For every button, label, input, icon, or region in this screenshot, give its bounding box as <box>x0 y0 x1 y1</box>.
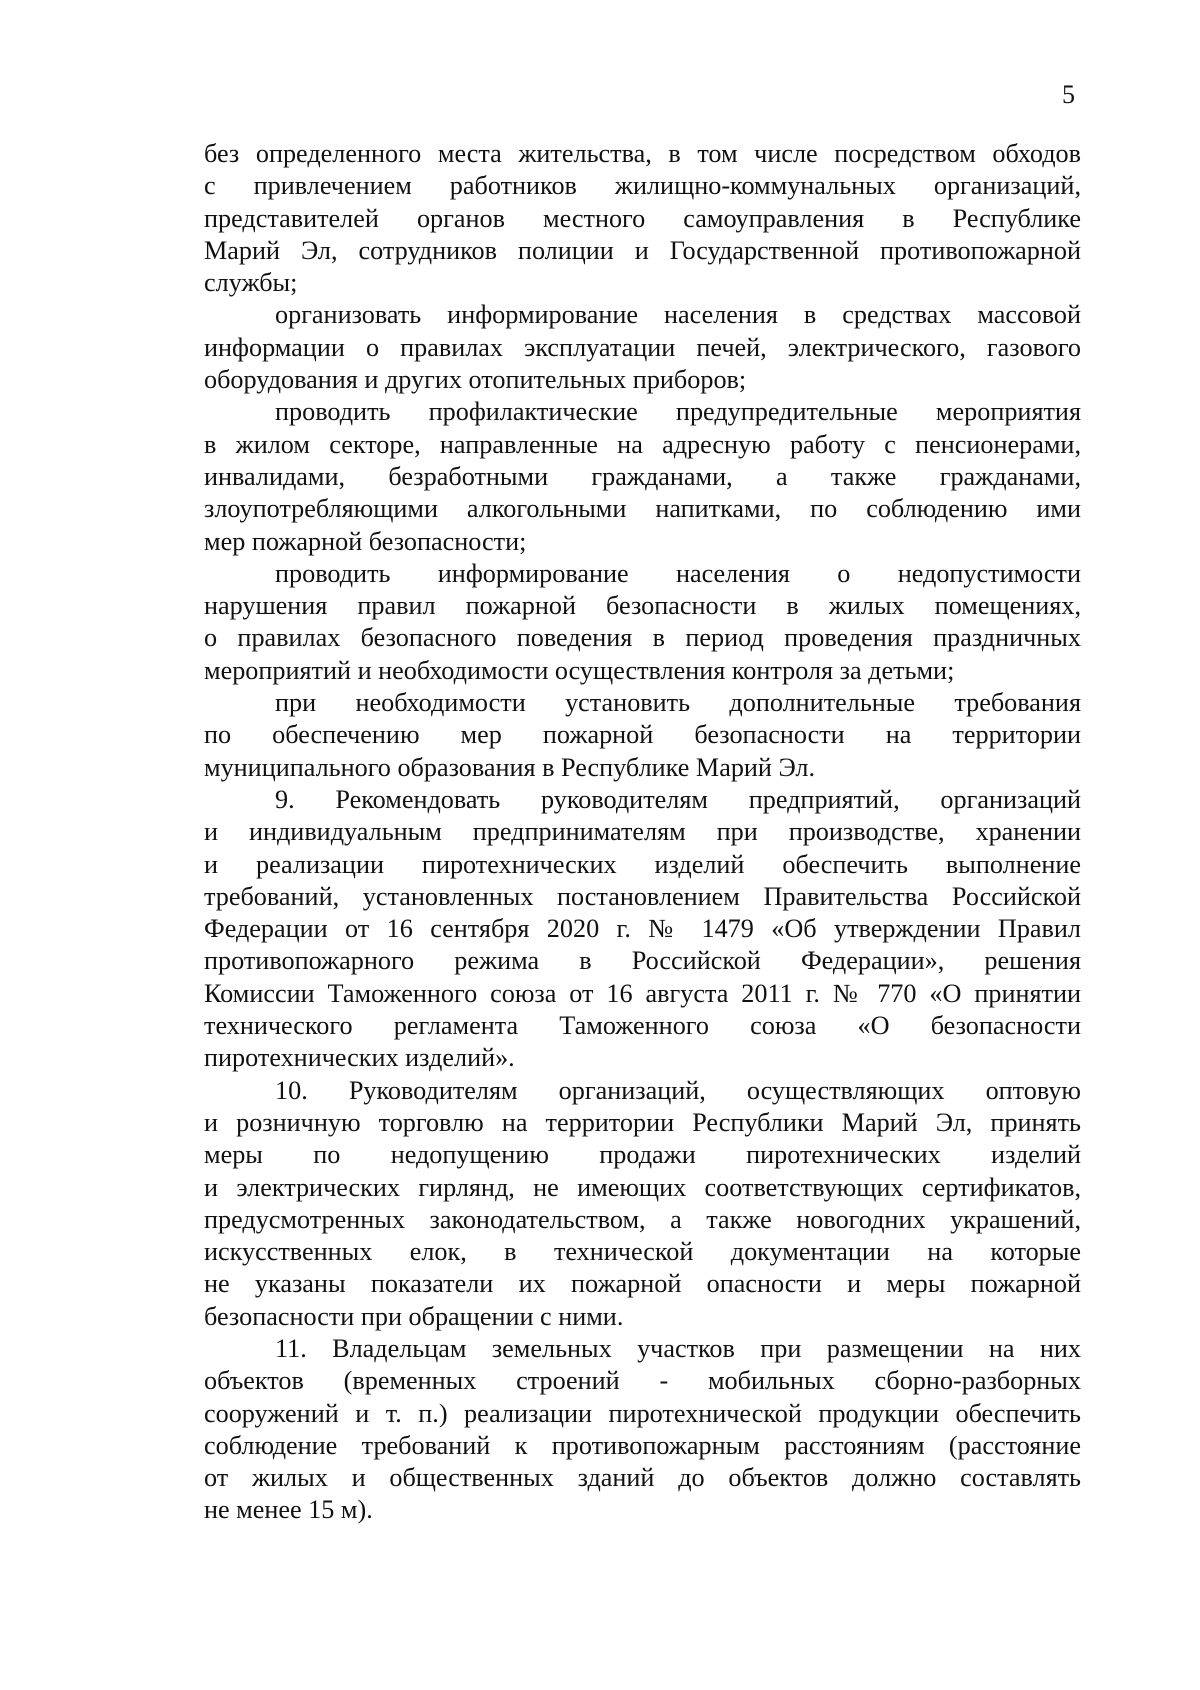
text-line: 11. Владельцам земельных участков при размещении на них <box>275 1333 1081 1363</box>
paragraph <box>204 687 1081 784</box>
text-line: требований, установленных постановлением Правительства Российской <box>204 881 1081 911</box>
text-line: 10. Руководителям организаций, осуществляющих оптовую <box>275 1075 1081 1105</box>
text-line: службы; <box>204 268 298 298</box>
text-line: при необходимости установить дополнительные требования <box>275 688 1081 718</box>
text-line: информации о правилах эксплуатации печей, электрического, газового <box>204 332 1081 362</box>
text-line: с привлечением работников жилищно-коммунальных организаций, <box>204 171 1081 201</box>
text-line: не менее 15 м). <box>204 1495 373 1525</box>
text-line: мер пожарной безопасности; <box>204 526 527 556</box>
text-line: нарушения правил пожарной безопасности в жилых помещениях, <box>204 591 1081 621</box>
text-line: и розничную торговлю на территории Республики Марий Эл, принять <box>204 1107 1081 1137</box>
paragraph <box>204 1333 1081 1527</box>
text-line: пиротехнических изделий». <box>204 1043 515 1073</box>
text-line: меры по недопущению продажи пиротехнических изделий <box>204 1140 1081 1170</box>
text-line: соблюдение требований к противопожарным расстояниям (расстояние <box>204 1430 1081 1460</box>
text-line: Марий Эл, сотрудников полиции и Государственной противопожарной <box>204 235 1081 265</box>
text-line: организовать информирование населения в средствах массовой <box>275 300 1081 330</box>
paragraph <box>204 299 1081 396</box>
paragraph <box>204 1075 1081 1333</box>
text-line: и реализации пиротехнических изделий обеспечить выполнение <box>204 849 1081 879</box>
text-line: предусмотренных законодательством, а также новогодних украшений, <box>204 1204 1081 1234</box>
text-line: искусственных елок, в технической документации на которые <box>204 1237 1081 1267</box>
paragraph <box>204 396 1081 557</box>
paragraph <box>204 558 1081 687</box>
text-line: технического регламента Таможенного союза «О безопасности <box>204 1011 1081 1041</box>
text-line: и индивидуальным предпринимателям при производстве, хранении <box>204 817 1081 847</box>
text-line: о правилах безопасного поведения в период проведения праздничных <box>204 623 1081 653</box>
text-line: и электрических гирлянд, не имеющих соответствующих сертификатов, <box>204 1172 1081 1202</box>
text-line: объектов (временных строений - мобильных сборно-разборных <box>204 1366 1081 1396</box>
text-line: злоупотребляющими алкогольными напитками, по соблюдению ими <box>204 494 1081 524</box>
text-line: Комиссии Таможенного союза от 16 августа 2011 г. № 770 «О принятии <box>204 978 1081 1008</box>
text-line: противопожарного режима в Российской Федерации», решения <box>204 946 1081 976</box>
paragraph <box>204 138 1081 299</box>
text-line: без определенного места жительства, в том числе посредством обходов <box>204 139 1081 168</box>
text-line: инвалидами, безработными гражданами, а также гражданами, <box>204 461 1081 491</box>
paragraph <box>204 784 1081 1075</box>
text-line: мероприятий и необходимости осуществления контроля за детьми; <box>204 655 955 685</box>
text-line: от жилых и общественных зданий до объектов должно составлять <box>204 1463 1081 1493</box>
text-line: не указаны показатели их пожарной опасности и меры пожарной <box>204 1269 1081 1299</box>
text-line: Федерации от 16 сентября 2020 г. № 1479 «Об утверждении Правил <box>204 914 1081 944</box>
text-line: оборудования и других отопительных приборов; <box>204 365 747 395</box>
document-body <box>204 138 1081 1527</box>
text-line: муниципального образования в Республике Марий Эл. <box>204 752 816 782</box>
text-line: проводить информирование населения о недопустимости <box>275 558 1081 588</box>
text-line: 9. Рекомендовать руководителям предприятий, организаций <box>275 784 1081 814</box>
page-number: 5 <box>1062 80 1075 109</box>
text-line: сооружений и т. п.) реализации пиротехнической продукции обеспечить <box>204 1398 1081 1428</box>
text-line: безопасности при обращении с ними. <box>204 1301 624 1331</box>
text-line: проводить профилактические предупредительные мероприятия <box>275 397 1081 427</box>
text-line: по обеспечению мер пожарной безопасности на территории <box>204 720 1081 750</box>
text-line: в жилом секторе, направленные на адресную работу с пенсионерами, <box>204 429 1081 459</box>
text-line: представителей органов местного самоуправления в Республике <box>204 203 1081 233</box>
